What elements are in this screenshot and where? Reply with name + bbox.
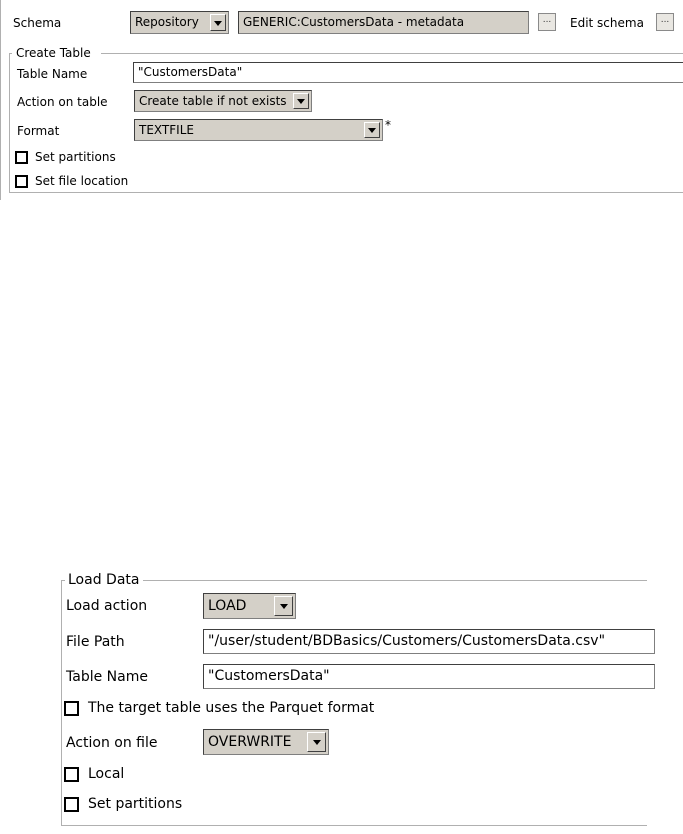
set-file-location-label: Set file location [35, 174, 129, 188]
set-partitions-label: Set partitions [88, 796, 183, 812]
format-combo[interactable] [134, 119, 383, 141]
action-on-table-value: Create table if not exists [139, 94, 287, 108]
action-on-table-combo[interactable] [134, 90, 312, 112]
chevron-down-icon[interactable] [307, 732, 326, 752]
table-name-label: Table Name [66, 669, 148, 685]
group-border [9, 192, 683, 193]
load-action-label: Load action [66, 598, 148, 614]
edit-schema-button[interactable]: ... [656, 13, 674, 31]
action-on-file-combo[interactable] [203, 729, 329, 755]
table-name-input[interactable]: "CustomersData" [203, 664, 655, 689]
action-on-file-value: OVERWRITE [208, 734, 292, 750]
file-path-label: File Path [66, 634, 125, 650]
required-marker: * [385, 118, 391, 132]
format-label: Format [17, 124, 60, 138]
panel-left-border [0, 0, 1, 200]
chevron-down-icon[interactable] [274, 596, 293, 616]
parquet-checkbox[interactable] [64, 701, 79, 716]
group-border [9, 53, 10, 192]
group-border [61, 825, 647, 826]
action-on-table-label: Action on table [17, 95, 108, 109]
schema-type-combo[interactable] [130, 11, 229, 34]
local-checkbox[interactable] [64, 767, 79, 782]
load-data-legend: Load Data [68, 572, 140, 588]
file-path-input[interactable]: "/user/student/BDBasics/Customers/CustomersData.csv" [203, 629, 655, 654]
edit-schema-label: Edit schema [570, 16, 644, 30]
group-border [101, 53, 683, 54]
action-on-file-label: Action on file [66, 735, 158, 751]
group-border [143, 580, 647, 581]
schema-type-value: Repository [135, 15, 199, 29]
chevron-down-icon[interactable] [293, 93, 309, 109]
parquet-label: The target table uses the Parquet format [88, 700, 375, 716]
load-action-combo[interactable] [203, 593, 296, 619]
set-partitions-checkbox[interactable] [64, 797, 79, 812]
set-partitions-checkbox[interactable] [15, 151, 28, 164]
format-value: TEXTFILE [139, 123, 194, 137]
set-partitions-label: Set partitions [35, 150, 116, 164]
table-name-label: Table Name [17, 67, 88, 81]
load-action-value: LOAD [208, 598, 247, 614]
chevron-down-icon[interactable] [210, 14, 226, 31]
schema-value-field: GENERIC:CustomersData - metadata [238, 11, 529, 34]
schema-browse-button[interactable]: ... [538, 13, 556, 31]
local-label: Local [88, 766, 125, 782]
schema-label: Schema [13, 16, 62, 30]
set-file-location-checkbox[interactable] [15, 175, 28, 188]
chevron-down-icon[interactable] [364, 122, 380, 138]
table-name-input[interactable]: "CustomersData" [133, 62, 683, 83]
group-border [61, 580, 62, 826]
create-table-legend: Create Table [16, 46, 91, 60]
